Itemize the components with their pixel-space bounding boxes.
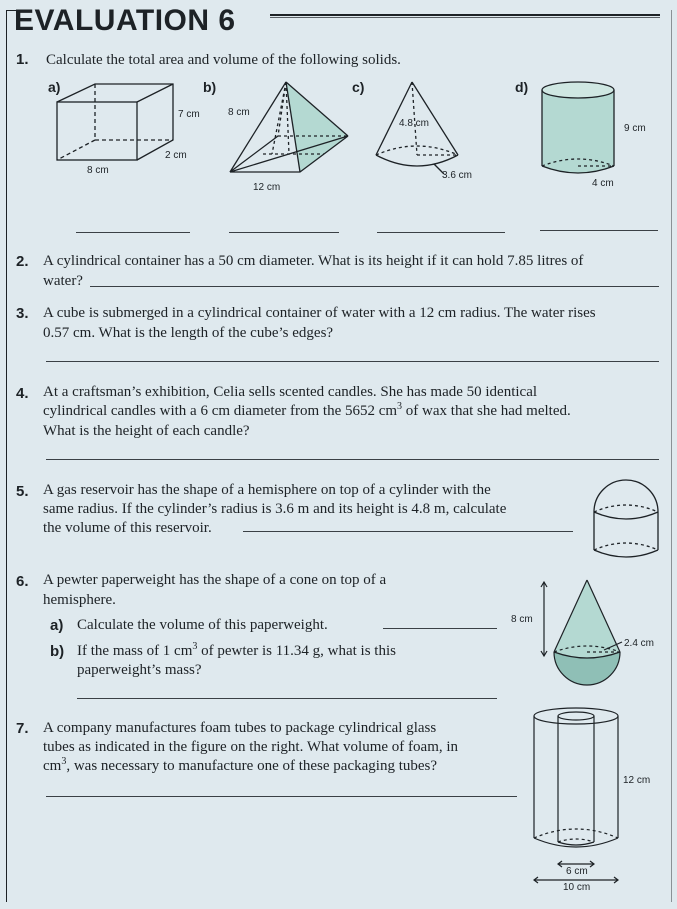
q1a-dim-length: 8 cm (87, 165, 109, 176)
title-rule (270, 14, 660, 16)
q3-text-line2: 0.57 cm. What is the length of the cube’s edges? (43, 325, 334, 341)
q4-answer-line[interactable] (46, 459, 659, 460)
q6b-text-line1 (77, 642, 497, 661)
q7-text-line2: tubes as indicated in the figure on the right. What volume of foam, in (43, 739, 459, 755)
q7-superscript: 3 (61, 756, 67, 767)
q2-text-line2: water? (43, 273, 83, 289)
q6b-answer-line[interactable] (77, 698, 497, 699)
q3-text-line1: A cube is submerged in a cylindrical container of water with a 12 cm radius. The water rises (43, 305, 596, 321)
q5-text-line3: the volume of this reservoir. (43, 520, 212, 536)
q1c-label: c) (352, 79, 365, 95)
q6-dim-height: 8 cm (511, 614, 533, 625)
q7-dim-height: 12 cm (623, 775, 651, 786)
q5-text-line1: A gas reservoir has the shape of a hemisphere on top of a cylinder with the (43, 482, 491, 498)
q4-text-line1: At a craftsman’s exhibition, Celia sells scented candles. She has made 50 identical (43, 384, 538, 400)
q4-text-line2a: cylindrical candles with a 6 cm diameter from the 5652 cm (43, 403, 398, 419)
q1d-answer-line[interactable] (540, 230, 658, 231)
q1b-dim-slant: 8 cm (228, 107, 250, 118)
reservoir-diagram (592, 472, 662, 562)
q7-text-line3a: cm (43, 758, 62, 774)
cylinder-diagram (540, 80, 620, 180)
q1b-answer-line[interactable] (229, 232, 339, 233)
page-title: EVALUATION 6 (14, 4, 236, 37)
q1d-label: d) (515, 79, 529, 95)
q6b-text-part1: If the mass of 1 cm (77, 643, 193, 659)
q1c-dim-radius: 3.6 cm (442, 170, 473, 181)
q1a-answer-line[interactable] (76, 232, 190, 233)
left-border (6, 10, 7, 902)
q1a-dim-height: 7 cm (178, 109, 200, 120)
q7-dim-outer-diameter: 10 cm (563, 882, 591, 893)
q6b-label: b) (50, 643, 65, 660)
q1d-dim-height: 9 cm (624, 123, 646, 134)
pyramid-diagram (228, 80, 353, 180)
q1c-answer-line[interactable] (377, 232, 505, 233)
q2-answer-line[interactable] (90, 286, 659, 287)
q6-number: 6. (16, 573, 29, 590)
q6a-answer-line[interactable] (383, 628, 497, 629)
q7-number: 7. (16, 720, 29, 737)
q4-text-line3: What is the height of each candle? (43, 423, 250, 439)
q4-text-line2b: of wax that she had melted. (402, 403, 571, 419)
q5-text-line2: same radius. If the cylinder’s radius is 3.6 m and its height is 4.8 m, calculate (43, 501, 507, 517)
q1d-dim-radius: 4 cm (592, 178, 614, 189)
cone-diagram (374, 80, 469, 180)
q3-answer-line[interactable] (46, 361, 659, 362)
q3-number: 3. (16, 305, 29, 322)
q4-number: 4. (16, 385, 29, 402)
q5-number: 5. (16, 483, 29, 500)
q1-number: 1. (16, 51, 29, 68)
q4-text-line2 (43, 402, 571, 421)
q4-superscript: 3 (397, 401, 403, 412)
q1c-dim-height: 4.8 cm (399, 118, 430, 129)
q2-text-line1: A cylindrical container has a 50 cm diameter. What is its height if it can hold 7.85 litres of (43, 253, 584, 269)
q7-text-line3 (43, 757, 437, 776)
q6b-superscript: 3 (192, 641, 198, 652)
q7-text-line3b: , was necessary to manufacture one of these packaging tubes? (66, 758, 438, 774)
q7-text-line1: A company manufactures foam tubes to package cylindrical glass (43, 720, 437, 736)
prism-diagram (55, 82, 180, 167)
q5-answer-line[interactable] (243, 531, 573, 532)
q1b-dim-base: 12 cm (253, 182, 281, 193)
q6-text-line1: A pewter paperweight has the shape of a cone on top of a (43, 572, 387, 588)
q1a-dim-depth: 2 cm (165, 150, 187, 161)
q2-number: 2. (16, 253, 29, 270)
q6-text-line2: hemisphere. (43, 592, 116, 608)
q1b-label: b) (203, 79, 217, 95)
title-rule-thin (270, 17, 660, 18)
q6a-label: a) (50, 617, 64, 634)
paperweight-diagram (538, 578, 628, 693)
q6b-text-line2: paperweight’s mass? (77, 662, 202, 678)
q7-dim-inner-diameter: 6 cm (566, 866, 588, 877)
right-border (671, 10, 672, 902)
q6a-text: Calculate the volume of this paperweight. (77, 617, 328, 633)
q1a-label: a) (48, 79, 61, 95)
q6b-text-part2: of pewter is 11.34 g, what is this (197, 643, 396, 659)
q7-answer-line[interactable] (46, 796, 517, 797)
q6-dim-radius: 2.4 cm (624, 638, 655, 649)
q1-text: Calculate the total area and volume of the following solids. (46, 52, 401, 68)
